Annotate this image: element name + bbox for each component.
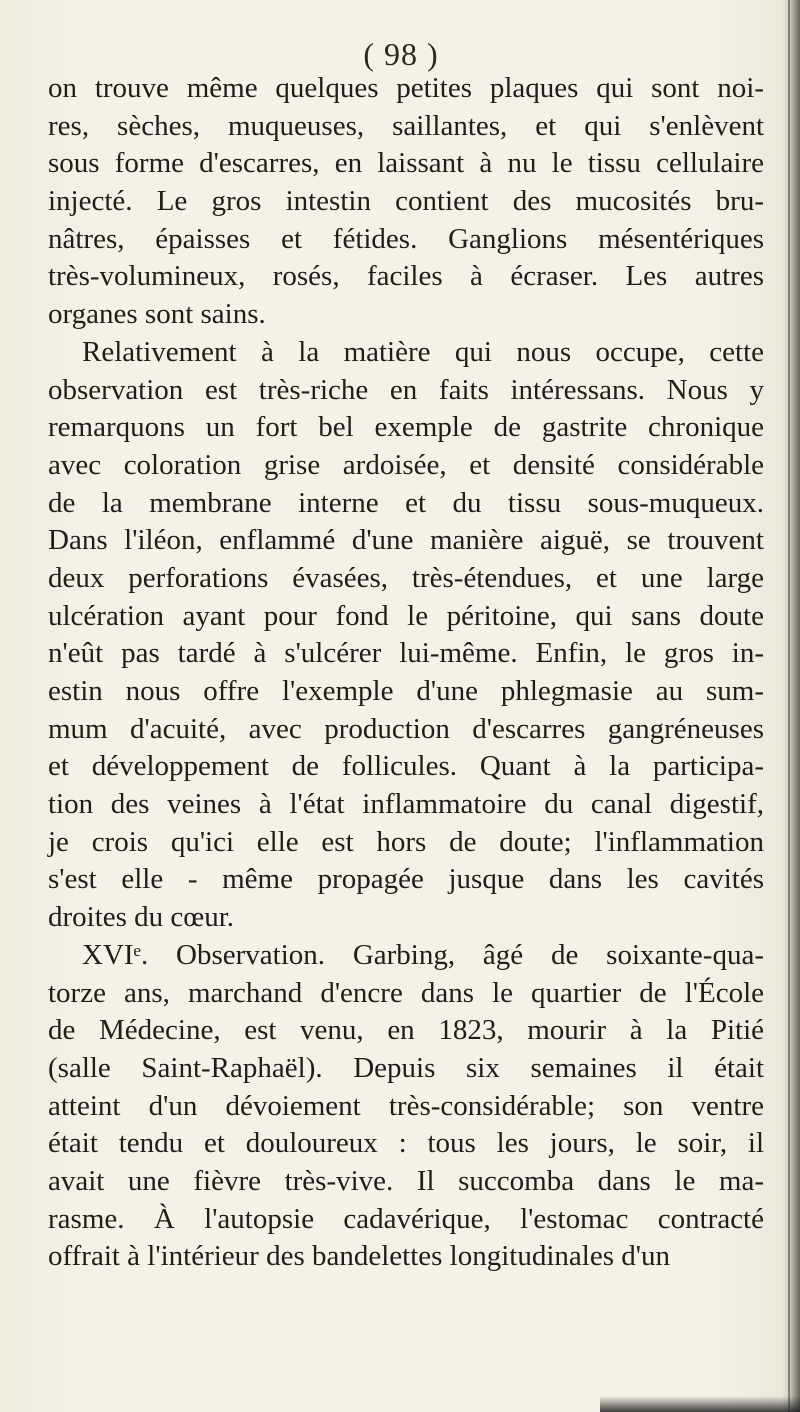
text-line: ulcération ayant pour fond le péritoine, qui sans doute bbox=[48, 599, 764, 632]
text-line: de Médecine, est venu, en 1823, mourir à la Pitié bbox=[48, 1014, 764, 1047]
text-line: s'est elle - même propagée jusque dans les cavités bbox=[48, 863, 764, 896]
text-line: de la membrane interne et du tissu sous-muqueux. bbox=[48, 486, 764, 519]
text-line: offrait à l'intérieur des bandelettes longitudinales d'un bbox=[48, 1240, 670, 1273]
text-line: on trouve même quelques petites plaques qui sont noi- bbox=[48, 72, 764, 104]
text-line: nâtres, épaisses et fétides. Ganglions mésentériques bbox=[48, 222, 764, 255]
text-line: n'eût pas tardé à s'ulcérer lui-même. Enfin, le gros in- bbox=[48, 637, 764, 670]
page-number: ( 98 ) bbox=[363, 36, 439, 72]
text-line: atteint d'un dévoiement très-considérable; son ventre bbox=[48, 1089, 764, 1122]
text-line: injecté. Le gros intestin contient des mucosités bru- bbox=[48, 185, 764, 218]
text-line: mum d'acuité, avec production d'escarres gangréneuses bbox=[48, 712, 764, 745]
page-binding-shadow bbox=[782, 0, 800, 1412]
text-line: remarquons un fort bel exemple de gastrite chronique bbox=[48, 411, 764, 444]
text-line: Relativement à la matière qui nous occupe, cette bbox=[82, 335, 764, 368]
text-line: je crois qu'ici elle est hors de doute; l'inflammation bbox=[48, 825, 764, 858]
text-line: tion des veines à l'état inflammatoire du canal digestif, bbox=[48, 788, 764, 821]
text-line: sous forme d'escarres, en laissant à nu le tissu cellulaire bbox=[48, 147, 764, 180]
text-line: avec coloration grise ardoisée, et densité considérable bbox=[48, 448, 764, 481]
text-line: Dans l'iléon, enflammé d'une manière aiguë, se trouvent bbox=[48, 524, 764, 557]
text-line: deux perforations évasées, très-étendues, et une large bbox=[48, 561, 764, 594]
text-line: rasme. À l'autopsie cadavérique, l'estomac contracté bbox=[48, 1202, 764, 1235]
text-line: estin nous offre l'exemple d'une phlegmasie au sum- bbox=[48, 675, 764, 707]
text-line: était tendu et douloureux : tous les jours, le soir, il bbox=[48, 1127, 764, 1160]
text-line: avait une fièvre très-vive. Il succomba dans le ma- bbox=[48, 1164, 764, 1197]
text-line: (salle Saint-Raphaël). Depuis six semaines il était bbox=[48, 1051, 764, 1084]
text-line: torze ans, marchand d'encre dans le quartier de l'École bbox=[48, 976, 764, 1009]
text-line: et développement de follicules. Quant à la participa- bbox=[48, 750, 764, 783]
page-edge-line bbox=[788, 0, 790, 1412]
text-line: droites du cœur. bbox=[48, 901, 235, 934]
body-text bbox=[48, 70, 764, 1276]
text-line: observation est très-riche en faits intéressans. Nous y bbox=[48, 373, 764, 406]
text-line: res, sèches, muqueuses, saillantes, et qui s'enlèvent bbox=[48, 109, 764, 142]
text-line: XVIᵉ. Observation. Garbing, âgé de soixante-qua- bbox=[82, 938, 764, 971]
bottom-edge-shadow bbox=[600, 1396, 800, 1412]
text-line: organes sont sains. bbox=[48, 298, 266, 331]
text-line: très-volumineux, rosés, faciles à écraser. Les autres bbox=[48, 260, 764, 293]
